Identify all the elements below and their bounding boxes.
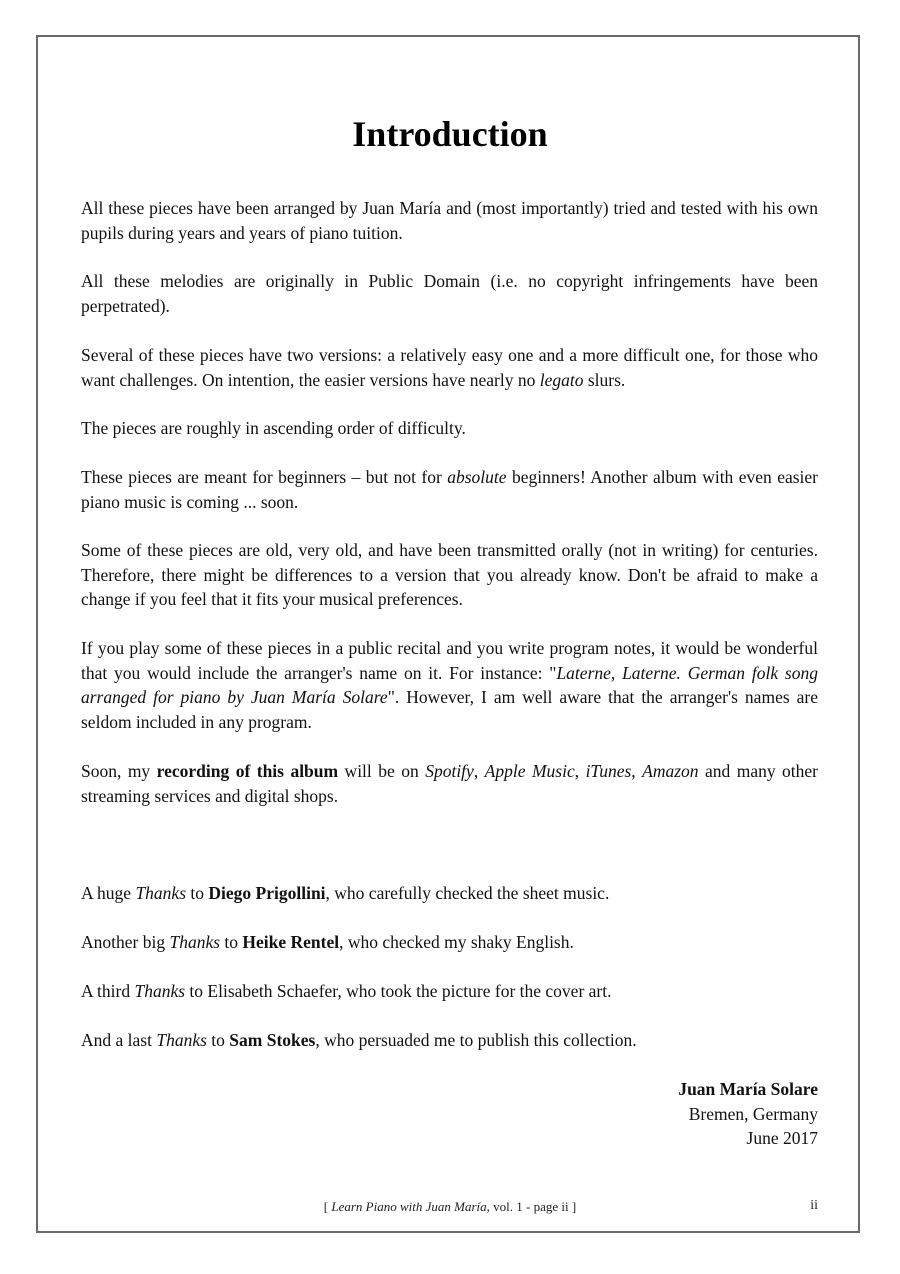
example-credit: Laterne, Laterne. German folk song arranged for piano by Juan María Solare <box>81 662 818 707</box>
absolute-emphasis: absolute <box>447 467 507 487</box>
thanks-word: Thanks <box>169 932 221 952</box>
paragraph-beginners <box>81 465 818 514</box>
paragraph-text: ". However, I am well aware that the arranger's names are seldom included in any program. <box>81 687 818 732</box>
page-number: ii <box>810 1198 818 1213</box>
service-spotify: Spotify <box>425 761 474 781</box>
separator: , <box>574 761 586 781</box>
paragraph-public-domain <box>81 269 818 318</box>
thanks-name: Sam Stokes <box>229 1030 316 1050</box>
signature-date: June 2017 <box>746 1128 818 1148</box>
service-itunes: iTunes <box>585 761 632 781</box>
thanks-line-2 <box>81 930 818 955</box>
thanks-post: , who persuaded me to publish this collection. <box>315 1030 637 1050</box>
thanks-line-3 <box>81 979 818 1004</box>
paragraph-versions <box>81 343 818 392</box>
page-title: Introduction <box>352 114 548 154</box>
separator: , <box>473 761 485 781</box>
paragraph-text: and many other streaming services and digital shops. <box>81 761 819 806</box>
paragraph-text: will be on <box>338 761 426 781</box>
thanks-word: Thanks <box>135 883 187 903</box>
thanks-line-1 <box>81 881 818 906</box>
page-footer <box>0 1199 900 1215</box>
footer-volume-page: , vol. 1 - page ii ] <box>486 1199 577 1214</box>
thanks-name: Diego Prigollini <box>208 883 326 903</box>
thanks-word: Thanks <box>156 1030 207 1050</box>
thanks-pre: Another big <box>81 932 170 952</box>
thanks-pre: A third <box>81 981 135 1001</box>
recording-emphasis: recording of this album <box>156 761 339 781</box>
paragraph-text: All these melodies are originally in Public Domain (i.e. no copyright infringements have been perpetrated). <box>81 271 818 316</box>
service-apple-music: Apple Music <box>484 761 575 781</box>
signature-block <box>678 1077 818 1151</box>
paragraph-text: beginners! Another album with even easier piano music is coming ... soon. <box>81 467 818 512</box>
paragraph-text: Soon, my <box>81 761 157 781</box>
legato-emphasis: legato <box>539 369 584 390</box>
thanks-to: to <box>206 1030 230 1050</box>
service-amazon: Amazon <box>642 761 699 781</box>
thanks-to: to Elisabeth Schaefer, who took the picture for the cover art. <box>185 981 612 1001</box>
paragraph-text: Some of these pieces are old, very old, and have been transmitted orally (not in writing) for centuries. Therefore, there might be differences to a version that you already know. Don't be afraid to make a change if you feel that it fits your musical preferences. <box>81 540 818 609</box>
paragraph-recording <box>81 759 818 808</box>
separator: , <box>631 761 643 781</box>
thanks-line-4 <box>81 1028 818 1053</box>
paragraph-program-notes <box>81 636 818 734</box>
paragraph-text: slurs. <box>583 369 626 390</box>
signature-place: Bremen, Germany <box>688 1103 818 1124</box>
paragraph-order <box>81 416 818 441</box>
thanks-word: Thanks <box>134 981 186 1001</box>
paragraph-text: The pieces are roughly in ascending order of difficulty. <box>81 418 466 438</box>
thanks-post: , who checked my shaky English. <box>339 932 574 952</box>
paragraph-oral-tradition <box>81 538 818 612</box>
thanks-post: , who carefully checked the sheet music. <box>325 883 610 903</box>
paragraph-text: If you play some of these pieces in a public recital and you write program notes, it would be wonderful that you would include the arranger's name on it. For instance: " <box>81 638 818 683</box>
thanks-pre: A huge <box>81 883 136 903</box>
paragraph-arrangement <box>81 196 818 245</box>
footer-book-title: Learn Piano with Juan María <box>331 1199 487 1214</box>
paragraph-text: All these pieces have been arranged by Juan María and (most importantly) tried and tested with his own pupils during years and years of piano tuition. <box>81 198 818 243</box>
thanks-to: to <box>220 932 243 952</box>
paragraph-text: These pieces are meant for beginners – but not for <box>81 467 448 487</box>
thanks-pre: And a last <box>81 1030 157 1050</box>
thanks-name: Heike Rentel <box>242 932 340 952</box>
thanks-to: to <box>186 883 209 903</box>
paragraph-text: Several of these pieces have two versions: a relatively easy one and a more difficult one, for those who want challenges. On intention, the easier versions have nearly no <box>81 345 818 390</box>
signature-name: Juan María Solare <box>678 1079 818 1099</box>
footer-bracket: [ <box>323 1199 332 1214</box>
